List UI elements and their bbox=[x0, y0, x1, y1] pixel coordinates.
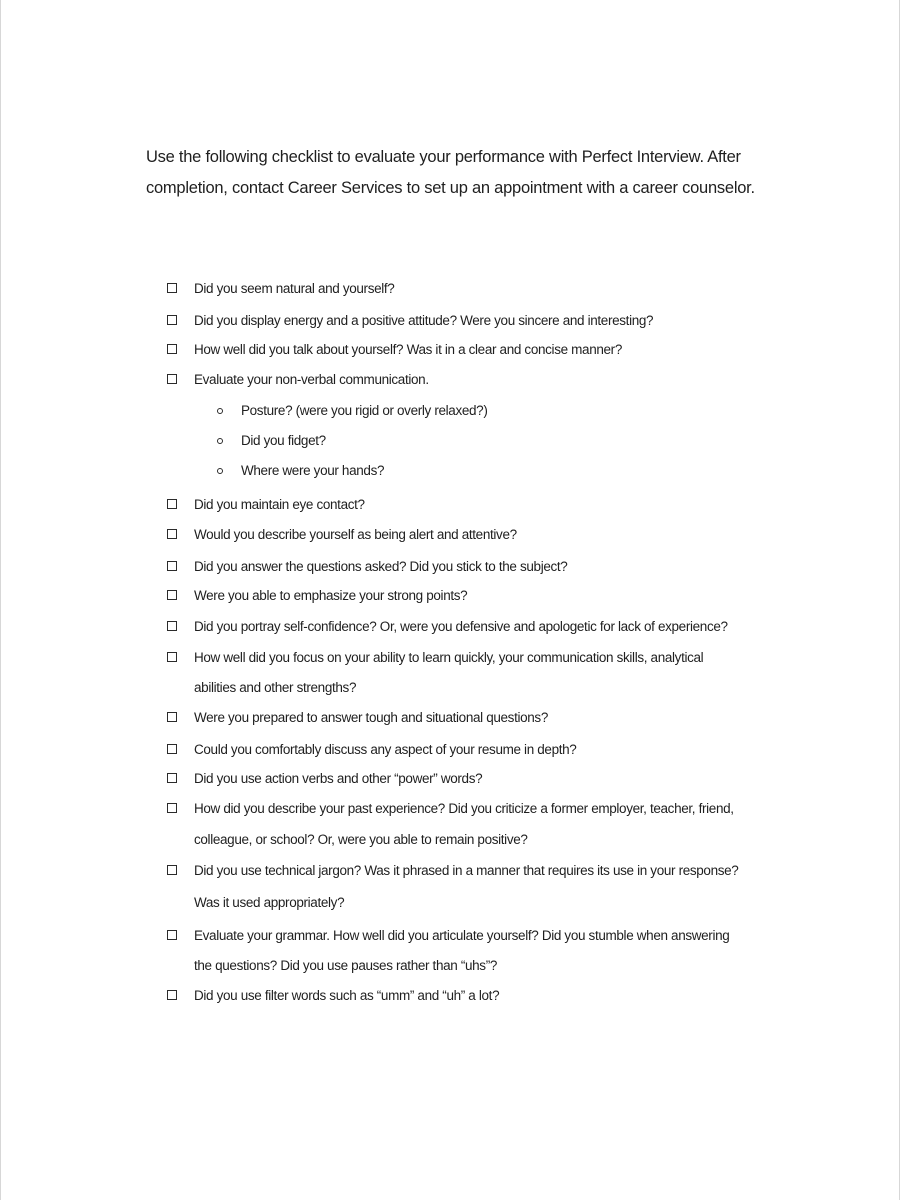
checklist-item-text: Did you maintain eye contact? bbox=[194, 497, 365, 512]
subitem-text: Did you fidget? bbox=[241, 433, 326, 448]
checkbox[interactable] bbox=[167, 930, 177, 940]
checklist-item-text: Did you seem natural and yourself? bbox=[194, 281, 395, 296]
checkbox[interactable] bbox=[167, 773, 177, 783]
checkbox[interactable] bbox=[167, 344, 177, 354]
checklist-item-text: Would you describe yourself as being alert and attentive? bbox=[194, 527, 517, 542]
checklist-item-text: Did you use filter words such as “umm” and “uh” a lot? bbox=[194, 988, 500, 1003]
checkbox[interactable] bbox=[167, 990, 177, 1000]
checklist-item-text: Evaluate your grammar. How well did you articulate yourself? Did you stumble when answering bbox=[194, 928, 730, 943]
checklist-item-text-continued: abilities and other strengths? bbox=[194, 680, 357, 695]
checklist-item-text: Did you use technical jargon? Was it phrased in a manner that requires its use in your response? bbox=[194, 863, 739, 878]
checklist-item-text: How well did you talk about yourself? Was it in a clear and concise manner? bbox=[194, 342, 622, 357]
checkbox[interactable] bbox=[167, 652, 177, 662]
checklist-item-text: Could you comfortably discuss any aspect of your resume in depth? bbox=[194, 742, 577, 757]
intro-line-1: Use the following checklist to evaluate your performance with Perfect Interview. After bbox=[146, 148, 741, 166]
checklist-item-text-continued: the questions? Did you use pauses rather than “uhs”? bbox=[194, 958, 497, 973]
checkbox[interactable] bbox=[167, 744, 177, 754]
checklist-item-text: How well did you focus on your ability to learn quickly, your communication skills, analytical bbox=[194, 650, 704, 665]
checklist-item-text: Were you prepared to answer tough and situational questions? bbox=[194, 710, 548, 725]
checkbox[interactable] bbox=[167, 590, 177, 600]
checkbox[interactable] bbox=[167, 621, 177, 631]
checklist-item-text: Were you able to emphasize your strong points? bbox=[194, 588, 468, 603]
checkbox[interactable] bbox=[167, 561, 177, 571]
intro-line-2: completion, contact Career Services to set up an appointment with a career counselor. bbox=[146, 179, 755, 197]
checkbox[interactable] bbox=[167, 374, 177, 384]
checklist-item-text: Did you answer the questions asked? Did you stick to the subject? bbox=[194, 559, 568, 574]
checklist bbox=[1, 0, 900, 1200]
subitem-text: Where were your hands? bbox=[241, 463, 385, 478]
checkbox[interactable] bbox=[167, 315, 177, 325]
checkbox[interactable] bbox=[167, 803, 177, 813]
checklist-item-text: How did you describe your past experience? Did you criticize a former employer, teacher, friend, bbox=[194, 801, 734, 816]
subitem-text: Posture? (were you rigid or overly relaxed?) bbox=[241, 403, 488, 418]
checkbox[interactable] bbox=[167, 529, 177, 539]
checklist-item-text-continued: colleague, or school? Or, were you able to remain positive? bbox=[194, 832, 528, 847]
circle-bullet-icon bbox=[217, 438, 223, 444]
circle-bullet-icon bbox=[217, 408, 223, 414]
checklist-item-text-continued: Was it used appropriately? bbox=[194, 895, 345, 910]
checkbox[interactable] bbox=[167, 712, 177, 722]
checkbox[interactable] bbox=[167, 865, 177, 875]
checklist-item-text: Did you display energy and a positive attitude? Were you sincere and interesting? bbox=[194, 313, 654, 328]
checkbox[interactable] bbox=[167, 499, 177, 509]
checklist-item-text: Did you use action verbs and other “power” words? bbox=[194, 771, 483, 786]
checklist-item-text: Did you portray self-confidence? Or, were you defensive and apologetic for lack of experience? bbox=[194, 619, 728, 634]
checklist-item-text: Evaluate your non-verbal communication. bbox=[194, 372, 429, 387]
circle-bullet-icon bbox=[217, 468, 223, 474]
checkbox[interactable] bbox=[167, 283, 177, 293]
